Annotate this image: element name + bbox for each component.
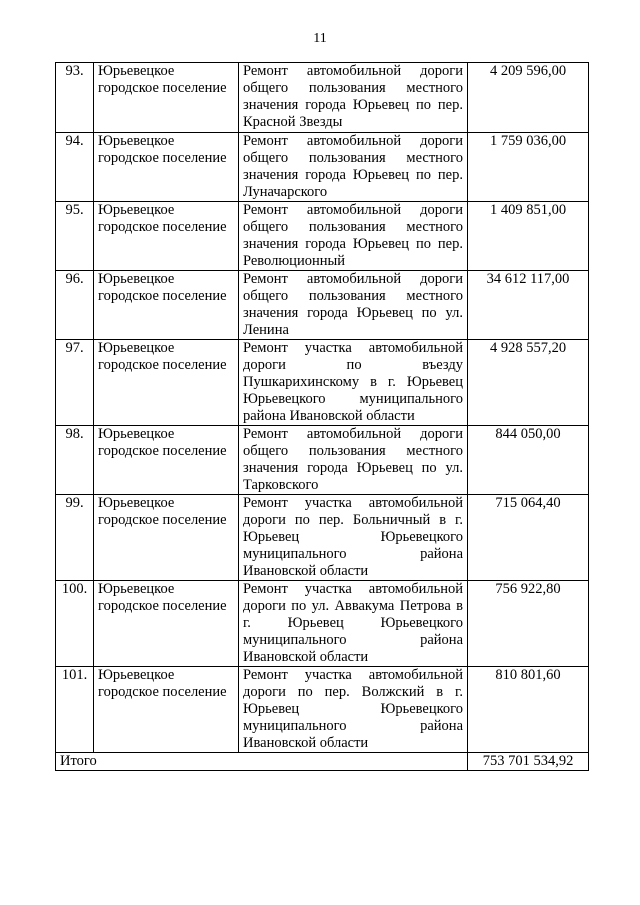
description-cell: Ремонт участка автомобильной дороги по пер. Волжский в г. Юрьевец Юрьевецкого муниципального района Ивановской области (239, 667, 468, 753)
table-row (56, 63, 589, 133)
amount-cell: 4 928 557,20 (468, 340, 589, 426)
description-cell: Ремонт автомобильной дороги общего пользования местного значения города Юрьевец по пер. Революционный (239, 202, 468, 271)
amount-cell: 1 759 036,00 (468, 133, 589, 202)
municipality-cell: Юрьевецкое городское поселение (94, 63, 239, 133)
amount-cell: 34 612 117,00 (468, 271, 589, 340)
municipality-cell: Юрьевецкое городское поселение (94, 426, 239, 495)
row-number-cell: 93. (56, 63, 94, 133)
description-cell: Ремонт автомобильной дороги общего пользования местного значения города Юрьевец по ул. Ленина (239, 271, 468, 340)
amount-cell: 1 409 851,00 (468, 202, 589, 271)
table-row (56, 581, 589, 667)
municipality-cell: Юрьевецкое городское поселение (94, 581, 239, 667)
page-number: 11 (313, 31, 327, 46)
amount-cell: 810 801,60 (468, 667, 589, 753)
total-label: Итого (56, 753, 468, 771)
amount-cell: 715 064,40 (468, 495, 589, 581)
municipality-cell: Юрьевецкое городское поселение (94, 340, 239, 426)
row-number-cell: 101. (56, 667, 94, 753)
description-cell: Ремонт участка автомобильной дороги по въезду Пушкарихинскому в г. Юрьевец Юрьевецкого муниципального района Ивановской области (239, 340, 468, 426)
row-number-cell: 94. (56, 133, 94, 202)
municipality-cell: Юрьевецкое городское поселение (94, 271, 239, 340)
amount-cell: 4 209 596,00 (468, 63, 589, 133)
description-cell: Ремонт участка автомобильной дороги по пер. Больничный в г. Юрьевец Юрьевецкого муниципального района Ивановской области (239, 495, 468, 581)
description-cell: Ремонт автомобильной дороги общего пользования местного значения города Юрьевец по ул. Тарковского (239, 426, 468, 495)
row-number-cell: 98. (56, 426, 94, 495)
amount-cell: 756 922,80 (468, 581, 589, 667)
table-row (56, 667, 589, 753)
table-row (56, 495, 589, 581)
table-row (56, 426, 589, 495)
description-cell: Ремонт участка автомобильной дороги по ул. Аввакума Петрова в г. Юрьевец Юрьевецкого муниципального района Ивановской области (239, 581, 468, 667)
row-number-cell: 100. (56, 581, 94, 667)
total-amount: 753 701 534,92 (468, 753, 589, 771)
road-repair-table (55, 62, 589, 771)
table-row (56, 271, 589, 340)
row-number-cell: 96. (56, 271, 94, 340)
row-number-cell: 95. (56, 202, 94, 271)
table-row (56, 202, 589, 271)
municipality-cell: Юрьевецкое городское поселение (94, 202, 239, 271)
description-cell: Ремонт автомобильной дороги общего пользования местного значения города Юрьевец по пер. Красной Звезды (239, 63, 468, 133)
municipality-cell: Юрьевецкое городское поселение (94, 495, 239, 581)
table-row (56, 340, 589, 426)
total-row (56, 753, 589, 771)
row-number-cell: 99. (56, 495, 94, 581)
row-number-cell: 97. (56, 340, 94, 426)
amount-cell: 844 050,00 (468, 426, 589, 495)
description-cell: Ремонт автомобильной дороги общего пользования местного значения города Юрьевец по пер. Луначарского (239, 133, 468, 202)
table-body (56, 63, 589, 771)
municipality-cell: Юрьевецкое городское поселение (94, 667, 239, 753)
municipality-cell: Юрьевецкое городское поселение (94, 133, 239, 202)
table-row (56, 133, 589, 202)
